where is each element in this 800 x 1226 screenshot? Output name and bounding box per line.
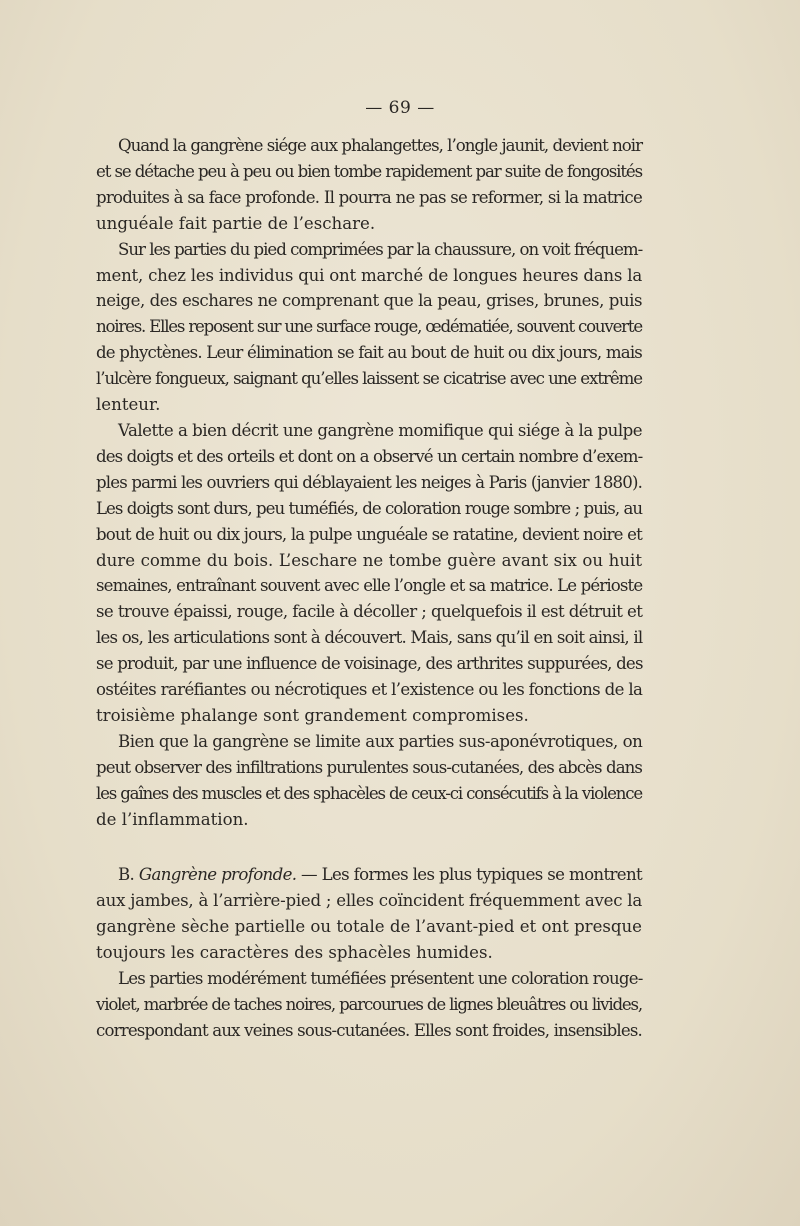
text-line: noires. Elles reposent sur une surface rouge, œdématiée, souvent couverte <box>96 317 642 337</box>
text-line: se produit, par une influence de voisinage, des arthrites suppurées, des <box>96 654 643 674</box>
page-number: — 69 — <box>365 98 435 118</box>
text-line: se trouve épaissi, rouge, facile à décoller ; quelquefois il est détruit et <box>96 602 643 622</box>
text-line: les gaînes des muscles et des sphacèles de ceux-ci consécutifs à la violence <box>96 783 642 803</box>
body-text <box>96 133 642 1044</box>
text-line: Valette a bien décrit une gangrène momifique qui siége à la pulpe <box>118 420 643 440</box>
text-line: semaines, entraînant souvent avec elle l’ongle et sa matrice. Le périoste <box>96 576 643 596</box>
text-line: peut observer des infiltrations purulentes sous-cutanées, des abcès dans <box>96 757 642 777</box>
text-line: Sur les parties du pied comprimées par la chaussure, on voit fréquem- <box>118 239 643 259</box>
text-line: de l’inflammation. <box>96 809 249 829</box>
text-line: Quand la gangrène siége aux phalangettes, l’ongle jaunit, devient noir <box>118 136 642 155</box>
text-line: Bien que la gangrène se limite aux parties sus-aponévrotiques, on <box>118 731 643 751</box>
text-line: unguéale fait partie de l’eschare. <box>96 213 376 233</box>
section-heading-line <box>96 862 642 888</box>
text-line: violet, marbrée de taches noires, parcourues de lignes bleuâtres ou livides, <box>96 995 642 1014</box>
text-line: Les doigts sont durs, peu tuméfiés, de coloration rouge sombre ; puis, au <box>96 498 643 518</box>
text-line: ostéites raréfiantes ou nécrotiques et l’existence ou les fonctions de la <box>96 680 643 700</box>
text-line: ples parmi les ouvriers qui déblayaient les neiges à Paris (janvier 1880). <box>96 472 642 492</box>
text-line: correspondant aux veines sous-cutanées. Elles sont froides, insensibles. <box>96 1020 642 1040</box>
text-line: ment, chez les individus qui ont marché de longues heures dans la <box>96 265 642 285</box>
text-line: troisième phalange sont grandement compromises. <box>96 705 529 725</box>
text-line: bout de huit ou dix jours, la pulpe unguéale se ratatine, devient noire et <box>96 524 642 544</box>
text-line: lenteur. <box>96 395 161 415</box>
text-line: l’ulcère fongueux, saignant qu’elles laissent se cicatrise avec une extrême <box>96 369 642 389</box>
text-line: Les parties modérément tuméfiées présentent une coloration rouge- <box>118 969 643 989</box>
text-line: des doigts et des orteils et dont on a observé un certain nombre d’exem- <box>96 446 643 466</box>
section-title: Gangrène profonde. <box>138 865 297 885</box>
text-line: aux jambes, à l’arrière-pied ; elles coïncident fréquemment avec la <box>96 891 642 911</box>
text-line: produites à sa face profonde. Il pourra ne pas se reformer, si la matrice <box>96 187 642 207</box>
section-letter: B. <box>118 865 135 885</box>
section-gap <box>96 832 642 862</box>
section-heading-text: — Les formes les plus typiques se montrent <box>301 865 643 885</box>
text-line: de phyctènes. Leur élimination se fait au bout de huit ou dix jours, mais <box>96 343 642 363</box>
text-line: neige, des eschares ne comprenant que la peau, grises, brunes, puis <box>96 291 642 311</box>
text-line: les os, les articulations sont à découvert. Mais, sans qu’il en soit ainsi, il <box>96 628 643 648</box>
text-line: gangrène sèche partielle ou totale de l’avant-pied et ont presque <box>96 917 642 937</box>
text-line: et se détache peu à peu ou bien tombe rapidement par suite de fongosités <box>96 161 642 181</box>
text-line: toujours les caractères des sphacèles humides. <box>96 943 493 963</box>
text-line: dure comme du bois. L’eschare ne tombe guère avant six ou huit <box>96 550 642 570</box>
